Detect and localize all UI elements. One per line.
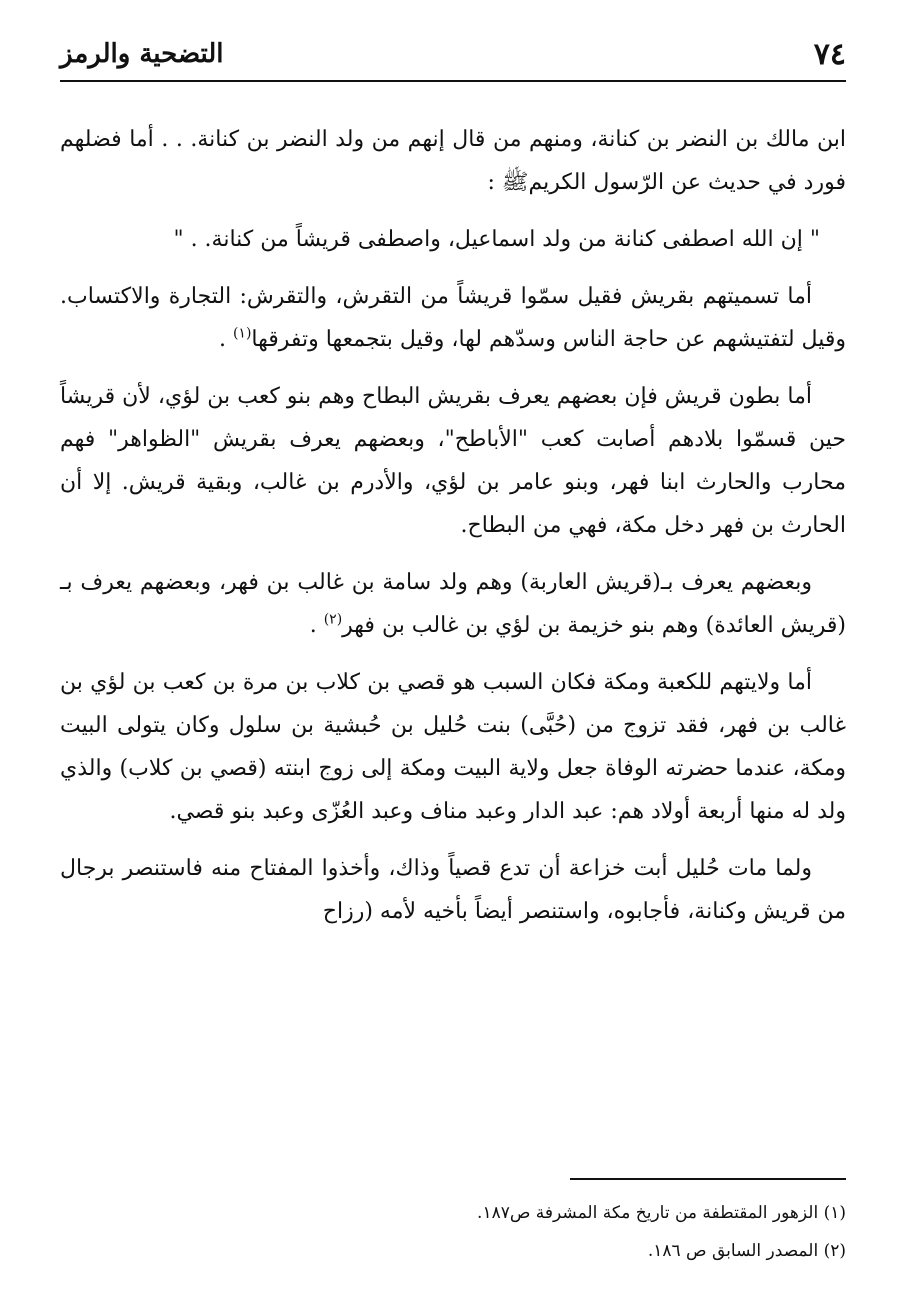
page-number: ٧٤ (813, 36, 846, 72)
paragraph-3-text: أما تسميتهم بقريش فقيل سمّوا قريشاً من التقرش، والتقرش: التجارة والاكتساب. وقيل لتفتيشهم عن حاجة الناس وسدّهم لها، وقيل بتجمعها وتفرقها (60, 284, 846, 352)
paragraph-5-text: وبعضهم يعرف بـ(قريش العاربة) وهم ولد سامة بن غالب بن فهر، وبعضهم يعرف بـ (قريش العائدة) وهم بنو خزيمة بن لؤي بن غالب بن فهر (60, 570, 846, 638)
paragraph-6: أما ولايتهم للكعبة ومكة فكان السبب هو قصي بن كلاب بن مرة بن كعب بن لؤي بن غالب بن فهر، فقد تزوج من (حُبَّى) بنت حُليل بن حُبشية بن سلول وكان يتولى البيت ومكة، عندما حضرته الوفاة جعل ولاية البيت ومكة إلى زوج ابنته (قصي بن كلاب) والذي ولد له منها أربعة أولاد هم: عبد الدار وعبد مناف وعبد العُزّى وعبد بنو قصي. (60, 670, 846, 824)
hadith-quote: " إن الله اصطفى كنانة من ولد اسماعيل، واصطفى قريشاً من كنانة. . " (173, 227, 820, 252)
footnote-rule (570, 1178, 846, 1180)
running-title: التضحية والرمز (60, 39, 224, 69)
body-text (60, 118, 846, 947)
paragraph-5-end: . (309, 613, 324, 638)
footnote-1: (١) الزهور المقتطفة من تاريخ مكة المشرفة ص١٨٧. (477, 1203, 846, 1223)
footnote-2: (٢) المصدر السابق ص ١٨٦. (647, 1241, 846, 1261)
book-page (60, 18, 846, 1288)
paragraph-3-end: . (218, 327, 233, 352)
paragraph-4: أما بطون قريش فإن بعضهم يعرف بقريش البطاح وهم بنو كعب بن لؤي، لأن قريشاً حين قسمّوا بلادهم أصابت كعب "الأباطح"، وبعضهم يعرف بقريش "الظواهر" فهم محارب والحارث ابنا فهر، وبنو عامر بن لؤي، والأدرم بن غالب، وبقية قريش. إلا أن الحارث بن فهر دخل مكة، فهي من البطاح. (60, 384, 846, 538)
paragraph-5 (60, 561, 846, 647)
footnote-ref-1: (١) (232, 325, 252, 342)
footnotes (60, 1194, 846, 1270)
paragraph-1: ابن مالك بن النضر بن كنانة، ومنهم من قال إنهم من ولد النضر بن كنانة. . . أما فضلهم فورد في حديث عن الرّسول الكريمﷺ : (60, 127, 846, 195)
page-header (60, 32, 846, 76)
paragraph-7: ولما مات حُليل أبت خزاعة أن تدع قصياً وذاك، وأخذوا المفتاح منه فاستنصر برجال من قريش وكنانة، فأجابوه، واستنصر أيضاً بأخيه لأمه (رزاح (60, 856, 846, 924)
paragraph-3 (60, 275, 846, 361)
footnote-ref-2: (٢) (323, 611, 343, 628)
header-rule (60, 80, 846, 82)
